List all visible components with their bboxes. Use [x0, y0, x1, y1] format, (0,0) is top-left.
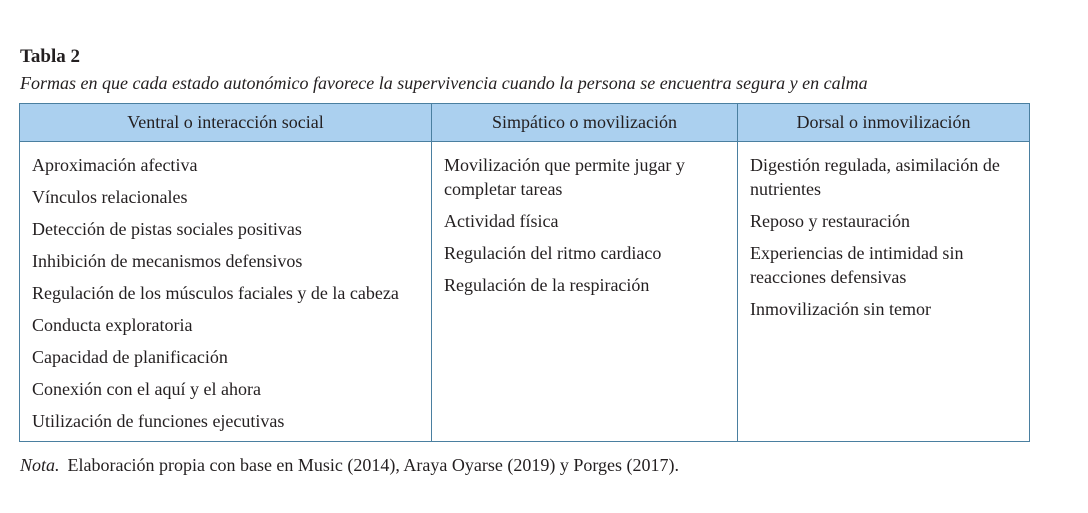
header-simpatico: Simpático o movilización: [432, 104, 738, 142]
header-ventral: Ventral o interacción social: [20, 104, 432, 142]
table-title: Formas en que cada estado autonómico favorece la supervivencia cuando la persona se encuentra segura y en calma: [20, 73, 868, 93]
list-item: Conexión con el aquí y el ahora: [32, 379, 261, 399]
table-body-row: [20, 142, 1030, 442]
list-item: Movilización que permite jugar y completar tareas: [444, 155, 685, 199]
note-label: Nota.: [20, 455, 60, 475]
list-item: Conducta exploratoria: [32, 315, 193, 335]
note-text: Elaboración propia con base en Music (2014), Araya Oyarse (2019) y Porges (2017).: [67, 455, 680, 475]
list-item: Capacidad de planificación: [32, 347, 228, 367]
list-item: Experiencias de intimidad sin reacciones defensivas: [750, 243, 964, 287]
ventral-cell: [20, 142, 432, 442]
dorsal-cell: [738, 142, 1030, 442]
list-item: Digestión regulada, asimilación de nutrientes: [750, 155, 1000, 199]
list-item: Regulación de la respiración: [444, 275, 650, 295]
autonomic-states-table: [19, 103, 1030, 442]
table-header-row: [20, 104, 1030, 142]
table-label: Tabla 2: [20, 46, 81, 67]
list-item: Vínculos relacionales: [32, 187, 188, 207]
list-item: Actividad física: [444, 211, 559, 231]
list-item: Aproximación afectiva: [32, 155, 198, 175]
table-note: [20, 453, 679, 477]
list-item: Detección de pistas sociales positivas: [32, 219, 302, 239]
list-item: Inhibición de mecanismos defensivos: [32, 251, 303, 271]
list-item: Regulación del ritmo cardiaco: [444, 243, 662, 263]
list-item: Regulación de los músculos faciales y de la cabeza: [32, 283, 399, 303]
simpatico-cell: [432, 142, 738, 442]
header-dorsal: Dorsal o inmovilización: [738, 104, 1030, 142]
list-item: Utilización de funciones ejecutivas: [32, 411, 285, 431]
list-item: Reposo y restauración: [750, 211, 910, 231]
list-item: Inmovilización sin temor: [750, 299, 931, 319]
